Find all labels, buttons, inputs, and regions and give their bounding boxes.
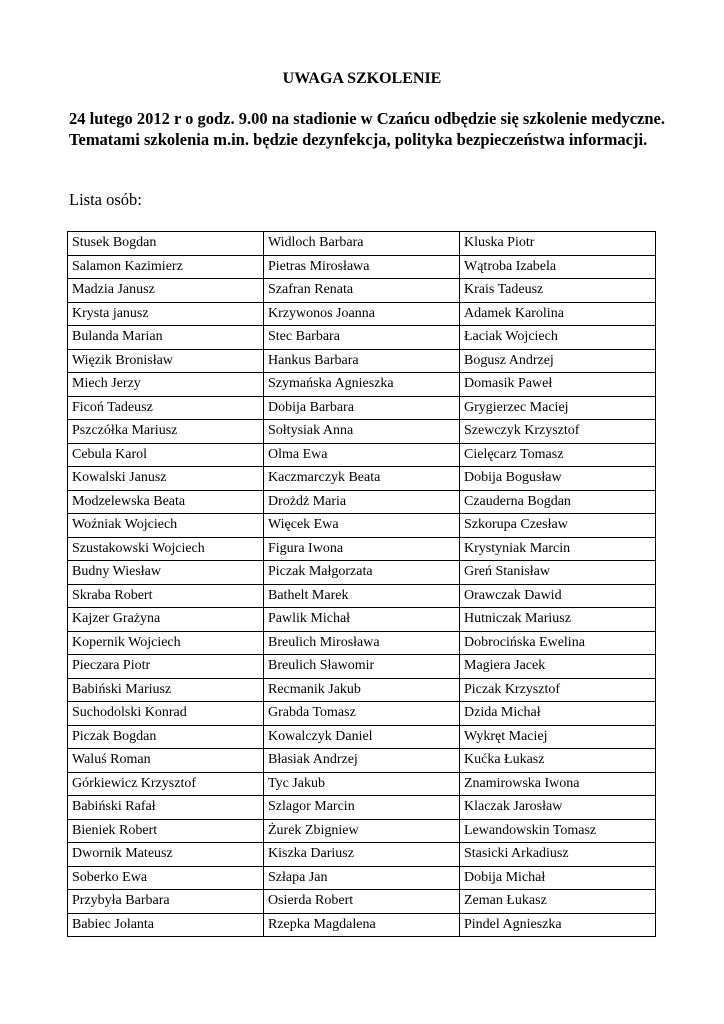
- table-row: [68, 678, 656, 702]
- table-cell: Szafran Renata: [264, 279, 460, 303]
- table-cell: Hutniczak Mariusz: [460, 608, 656, 632]
- table-cell: Kopernik Wojciech: [68, 631, 264, 655]
- table-cell: Stec Barbara: [264, 326, 460, 350]
- table-cell: Rzepka Magdalena: [264, 913, 460, 937]
- table-cell: Klaczak Jarosław: [460, 796, 656, 820]
- table-cell: Greń Stanisław: [460, 561, 656, 585]
- table-cell: Modzelewska Beata: [68, 490, 264, 514]
- table-row: [68, 467, 656, 491]
- table-cell: Budny Wiesław: [68, 561, 264, 585]
- table-cell: Osierda Robert: [264, 890, 460, 914]
- table-row: [68, 443, 656, 467]
- table-cell: Bulanda Marian: [68, 326, 264, 350]
- table-cell: Kućka Łukasz: [460, 749, 656, 773]
- table-cell: Madzia Janusz: [68, 279, 264, 303]
- table-cell: Dwornik Mateusz: [68, 843, 264, 867]
- table-cell: Skraba Robert: [68, 584, 264, 608]
- table-cell: Breulich Sławomir: [264, 655, 460, 679]
- table-row: [68, 749, 656, 773]
- table-cell: Dobija Barbara: [264, 396, 460, 420]
- table-cell: Piczak Małgorzata: [264, 561, 460, 585]
- table-cell: Kaczmarczyk Beata: [264, 467, 460, 491]
- table-cell: Szłapa Jan: [264, 866, 460, 890]
- table-cell: Tyc Jakub: [264, 772, 460, 796]
- table-cell: Waluś Roman: [68, 749, 264, 773]
- table-row: [68, 349, 656, 373]
- table-cell: Drożdż Maria: [264, 490, 460, 514]
- table-cell: Cielęcarz Tomasz: [460, 443, 656, 467]
- table-cell: Adamek Karolina: [460, 302, 656, 326]
- table-row: [68, 819, 656, 843]
- table-row: [68, 843, 656, 867]
- table-cell: Hankus Barbara: [264, 349, 460, 373]
- table-cell: Piczak Krzysztof: [460, 678, 656, 702]
- table-row: [68, 655, 656, 679]
- table-row: [68, 279, 656, 303]
- table-cell: Cebula Karol: [68, 443, 264, 467]
- document-title: UWAGA SZKOLENIE: [282, 70, 442, 87]
- table-cell: Bieniek Robert: [68, 819, 264, 843]
- table-cell: Wykręt Maciej: [460, 725, 656, 749]
- table-row: [68, 608, 656, 632]
- table-cell: Pietras Mirosława: [264, 255, 460, 279]
- table-cell: Bathelt Marek: [264, 584, 460, 608]
- table-cell: Łaciak Wojciech: [460, 326, 656, 350]
- table-cell: Szlagor Marcin: [264, 796, 460, 820]
- table-cell: Olma Ewa: [264, 443, 460, 467]
- table-row: [68, 514, 656, 538]
- table-cell: Woźniak Wojciech: [68, 514, 264, 538]
- table-cell: Babiński Rafał: [68, 796, 264, 820]
- table-row: [68, 302, 656, 326]
- table-row: [68, 490, 656, 514]
- announcement-text: 24 lutego 2012 r o godz. 9.00 na stadionie w Czańcu odbędzie się szkolenie medyczne. Tematami szkolenia m.in. będzie dezynfekcja, polityka bezpieczeństwa informacji.: [69, 109, 665, 149]
- table-cell: Kowalski Janusz: [68, 467, 264, 491]
- table-cell: Dobija Michał: [460, 866, 656, 890]
- table-row: [68, 255, 656, 279]
- table-cell: Czauderna Bogdan: [460, 490, 656, 514]
- table-cell: Więcek Ewa: [264, 514, 460, 538]
- table-row: [68, 396, 656, 420]
- table-cell: Lewandowskin Tomasz: [460, 819, 656, 843]
- table-cell: Więzik Bronisław: [68, 349, 264, 373]
- table-cell: Stusek Bogdan: [68, 232, 264, 256]
- table-cell: Widloch Barbara: [264, 232, 460, 256]
- table-row: [68, 631, 656, 655]
- table-row: [68, 702, 656, 726]
- table-row: [68, 796, 656, 820]
- table-cell: Kluska Piotr: [460, 232, 656, 256]
- table-row: [68, 725, 656, 749]
- table-cell: Domasik Paweł: [460, 373, 656, 397]
- table-row: [68, 420, 656, 444]
- table-cell: Breulich Mirosława: [264, 631, 460, 655]
- table-cell: Soberko Ewa: [68, 866, 264, 890]
- table-cell: Błasiak Andrzej: [264, 749, 460, 773]
- table-cell: Pszczółka Mariusz: [68, 420, 264, 444]
- table-cell: Grygierzec Maciej: [460, 396, 656, 420]
- table-cell: Wątroba Izabela: [460, 255, 656, 279]
- table-cell: Krais Tadeusz: [460, 279, 656, 303]
- table-cell: Szewczyk Krzysztof: [460, 420, 656, 444]
- table-cell: Przybyła Barbara: [68, 890, 264, 914]
- table-cell: Bogusz Andrzej: [460, 349, 656, 373]
- table-row: [68, 866, 656, 890]
- table-cell: Stasicki Arkadiusz: [460, 843, 656, 867]
- table-cell: Szustakowski Wojciech: [68, 537, 264, 561]
- table-cell: Dobrocińska Ewelina: [460, 631, 656, 655]
- table-cell: Krysta janusz: [68, 302, 264, 326]
- table-cell: Pawlik Michał: [264, 608, 460, 632]
- table-row: [68, 890, 656, 914]
- table-cell: Magiera Jacek: [460, 655, 656, 679]
- table-row: [68, 537, 656, 561]
- attendee-table-body: [68, 232, 656, 937]
- table-row: [68, 326, 656, 350]
- table-cell: Szkorupa Czesław: [460, 514, 656, 538]
- table-cell: Miech Jerzy: [68, 373, 264, 397]
- table-cell: Dobija Bogusław: [460, 467, 656, 491]
- table-cell: Krystyniak Marcin: [460, 537, 656, 561]
- table-row: [68, 373, 656, 397]
- table-cell: Kiszka Dariusz: [264, 843, 460, 867]
- attendee-table: [67, 231, 656, 937]
- table-cell: Babiński Mariusz: [68, 678, 264, 702]
- table-row: [68, 584, 656, 608]
- table-cell: Recmanik Jakub: [264, 678, 460, 702]
- table-cell: Zeman Łukasz: [460, 890, 656, 914]
- table-cell: Krzywonos Joanna: [264, 302, 460, 326]
- table-cell: Pindel Agnieszka: [460, 913, 656, 937]
- table-row: [68, 561, 656, 585]
- table-cell: Ficoń Tadeusz: [68, 396, 264, 420]
- table-cell: Znamirowska Iwona: [460, 772, 656, 796]
- table-cell: Górkiewicz Krzysztof: [68, 772, 264, 796]
- table-cell: Figura Iwona: [264, 537, 460, 561]
- list-label: Lista osób:: [69, 190, 142, 209]
- table-cell: Piczak Bogdan: [68, 725, 264, 749]
- table-cell: Sołtysiak Anna: [264, 420, 460, 444]
- table-row: [68, 913, 656, 937]
- table-cell: Szymańska Agnieszka: [264, 373, 460, 397]
- table-cell: Pieczara Piotr: [68, 655, 264, 679]
- table-cell: Żurek Zbigniew: [264, 819, 460, 843]
- table-cell: Orawczak Dawid: [460, 584, 656, 608]
- table-cell: Kajzer Grażyna: [68, 608, 264, 632]
- table-cell: Salamon Kazimierz: [68, 255, 264, 279]
- table-cell: Suchodolski Konrad: [68, 702, 264, 726]
- table-row: [68, 772, 656, 796]
- table-cell: Dzida Michał: [460, 702, 656, 726]
- table-cell: Babiec Jolanta: [68, 913, 264, 937]
- table-cell: Kowalczyk Daniel: [264, 725, 460, 749]
- table-row: [68, 232, 656, 256]
- table-cell: Grabda Tomasz: [264, 702, 460, 726]
